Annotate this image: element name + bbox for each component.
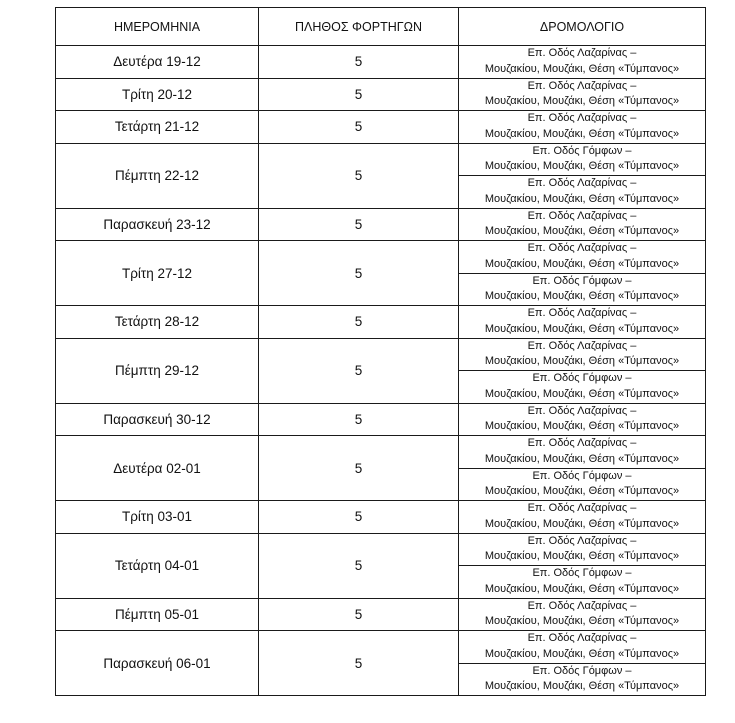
- trucks-cell: 5: [259, 143, 459, 208]
- schedule-table: [55, 7, 706, 696]
- route-destination: Μουζακίου, Μουζάκι, Θέση «Τύμπανος»: [484, 582, 680, 595]
- route-road: Επ. Οδός Λαζαρίνας –: [527, 47, 637, 60]
- route-road: Επ. Οδός Λαζαρίνας –: [527, 209, 637, 222]
- route-destination: Μουζακίου, Μουζάκι, Θέση «Τύμπανος»: [484, 550, 680, 563]
- table-row: [56, 598, 706, 631]
- table-row: [56, 78, 706, 111]
- route-cell: [459, 533, 706, 566]
- date-cell: Πέμπτη 29-12: [56, 338, 259, 403]
- route-destination: Μουζακίου, Μουζάκι, Θέση «Τύμπανος»: [484, 517, 680, 530]
- route-road: Επ. Οδός Λαζαρίνας –: [527, 307, 637, 320]
- route-road: Επ. Οδός Γόμφων –: [532, 567, 632, 580]
- trucks-cell: 5: [259, 46, 459, 79]
- table-row: [56, 143, 706, 176]
- route-destination: Μουζακίου, Μουζάκι, Θέση «Τύμπανος»: [484, 420, 680, 433]
- header-row: [56, 8, 706, 46]
- route-destination: Μουζακίου, Μουζάκι, Θέση «Τύμπανος»: [484, 62, 680, 75]
- route-destination: Μουζακίου, Μουζάκι, Θέση «Τύμπανος»: [484, 290, 680, 303]
- header-route: ΔΡΟΜΟΛΟΓΙΟ: [459, 8, 706, 46]
- route-cell: [459, 403, 706, 436]
- route-cell: [459, 111, 706, 144]
- route-cell: [459, 143, 706, 176]
- trucks-cell: 5: [259, 208, 459, 241]
- date-cell: Δευτέρα 02-01: [56, 436, 259, 501]
- date-cell: Πέμπτη 05-01: [56, 598, 259, 631]
- route-cell: [459, 338, 706, 371]
- route-destination: Μουζακίου, Μουζάκι, Θέση «Τύμπανος»: [484, 322, 680, 335]
- route-cell: [459, 208, 706, 241]
- date-cell: Τρίτη 03-01: [56, 501, 259, 534]
- date-cell: Τετάρτη 21-12: [56, 111, 259, 144]
- route-cell: [459, 631, 706, 664]
- route-destination: Μουζακίου, Μουζάκι, Θέση «Τύμπανος»: [484, 680, 680, 693]
- route-road: Επ. Οδός Γόμφων –: [532, 144, 632, 157]
- date-cell: Τετάρτη 28-12: [56, 306, 259, 339]
- route-road: Επ. Οδός Λαζαρίνας –: [527, 112, 637, 125]
- date-cell: Τετάρτη 04-01: [56, 533, 259, 598]
- route-destination: Μουζακίου, Μουζάκι, Θέση «Τύμπανος»: [484, 387, 680, 400]
- date-cell: Παρασκευή 06-01: [56, 631, 259, 696]
- date-cell: Παρασκευή 23-12: [56, 208, 259, 241]
- route-cell: [459, 371, 706, 404]
- route-road: Επ. Οδός Λαζαρίνας –: [527, 502, 637, 515]
- route-cell: [459, 436, 706, 469]
- route-road: Επ. Οδός Γόμφων –: [532, 372, 632, 385]
- date-cell: Τρίτη 20-12: [56, 78, 259, 111]
- trucks-cell: 5: [259, 598, 459, 631]
- route-road: Επ. Οδός Λαζαρίνας –: [527, 599, 637, 612]
- trucks-cell: 5: [259, 306, 459, 339]
- trucks-cell: 5: [259, 501, 459, 534]
- schedule-body: [56, 46, 706, 696]
- route-road: Επ. Οδός Λαζαρίνας –: [527, 177, 637, 190]
- table-row: [56, 306, 706, 339]
- table-row: [56, 436, 706, 469]
- table-row: [56, 533, 706, 566]
- trucks-cell: 5: [259, 533, 459, 598]
- route-destination: Μουζακίου, Μουζάκι, Θέση «Τύμπανος»: [484, 647, 680, 660]
- route-destination: Μουζακίου, Μουζάκι, Θέση «Τύμπανος»: [484, 355, 680, 368]
- route-cell: [459, 176, 706, 209]
- route-cell: [459, 598, 706, 631]
- table-row: [56, 501, 706, 534]
- route-destination: Μουζακίου, Μουζάκι, Θέση «Τύμπανος»: [484, 192, 680, 205]
- table-row: [56, 241, 706, 274]
- route-destination: Μουζακίου, Μουζάκι, Θέση «Τύμπανος»: [484, 160, 680, 173]
- trucks-cell: 5: [259, 338, 459, 403]
- trucks-cell: 5: [259, 241, 459, 306]
- table-row: [56, 208, 706, 241]
- trucks-cell: 5: [259, 436, 459, 501]
- route-road: Επ. Οδός Λαζαρίνας –: [527, 242, 637, 255]
- date-cell: Δευτέρα 19-12: [56, 46, 259, 79]
- trucks-cell: 5: [259, 78, 459, 111]
- route-cell: [459, 566, 706, 599]
- route-cell: [459, 663, 706, 696]
- route-road: Επ. Οδός Γόμφων –: [532, 664, 632, 677]
- trucks-cell: 5: [259, 631, 459, 696]
- table-row: [56, 403, 706, 436]
- route-cell: [459, 306, 706, 339]
- table-row: [56, 111, 706, 144]
- route-destination: Μουζακίου, Μουζάκι, Θέση «Τύμπανος»: [484, 452, 680, 465]
- route-destination: Μουζακίου, Μουζάκι, Θέση «Τύμπανος»: [484, 615, 680, 628]
- route-road: Επ. Οδός Λαζαρίνας –: [527, 339, 637, 352]
- route-road: Επ. Οδός Λαζαρίνας –: [527, 534, 637, 547]
- route-cell: [459, 273, 706, 306]
- route-cell: [459, 501, 706, 534]
- route-road: Επ. Οδός Γόμφων –: [532, 469, 632, 482]
- route-road: Επ. Οδός Λαζαρίνας –: [527, 632, 637, 645]
- route-road: Επ. Οδός Λαζαρίνας –: [527, 404, 637, 417]
- route-cell: [459, 468, 706, 501]
- route-cell: [459, 241, 706, 274]
- route-destination: Μουζακίου, Μουζάκι, Θέση «Τύμπανος»: [484, 127, 680, 140]
- route-destination: Μουζακίου, Μουζάκι, Θέση «Τύμπανος»: [484, 225, 680, 238]
- route-road: Επ. Οδός Γόμφων –: [532, 274, 632, 287]
- route-road: Επ. Οδός Λαζαρίνας –: [527, 79, 637, 92]
- header-trucks: ΠΛΗΘΟΣ ΦΟΡΤΗΓΩΝ: [259, 8, 459, 46]
- date-cell: Τρίτη 27-12: [56, 241, 259, 306]
- route-road: Επ. Οδός Λαζαρίνας –: [527, 437, 637, 450]
- date-cell: Παρασκευή 30-12: [56, 403, 259, 436]
- table-row: [56, 631, 706, 664]
- route-cell: [459, 46, 706, 79]
- trucks-cell: 5: [259, 403, 459, 436]
- header-date: ΗΜΕΡΟΜΗΝΙΑ: [56, 8, 259, 46]
- trucks-cell: 5: [259, 111, 459, 144]
- table-row: [56, 338, 706, 371]
- route-destination: Μουζακίου, Μουζάκι, Θέση «Τύμπανος»: [484, 485, 680, 498]
- date-cell: Πέμπτη 22-12: [56, 143, 259, 208]
- route-destination: Μουζακίου, Μουζάκι, Θέση «Τύμπανος»: [484, 95, 680, 108]
- route-destination: Μουζακίου, Μουζάκι, Θέση «Τύμπανος»: [484, 257, 680, 270]
- route-cell: [459, 78, 706, 111]
- table-row: [56, 46, 706, 79]
